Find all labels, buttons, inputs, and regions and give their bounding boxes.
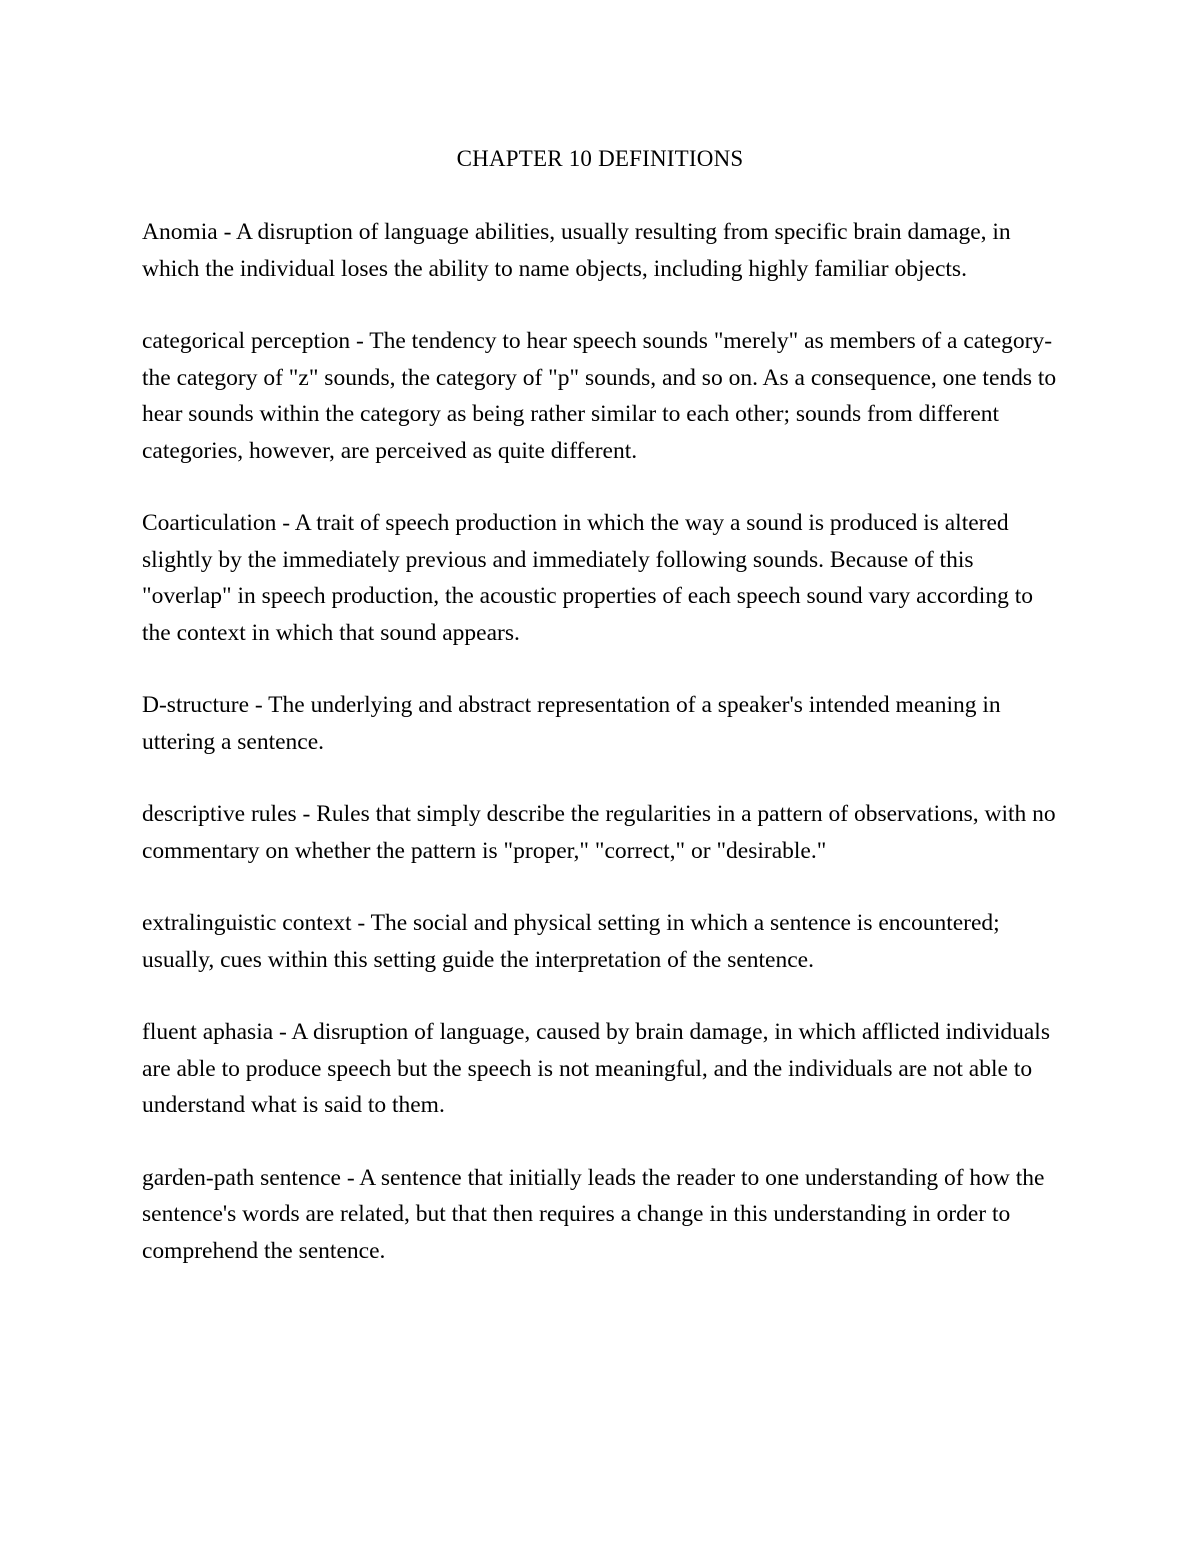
definitions-list [142,214,1067,1269]
definition-fluent-aphasia: fluent aphasia - A disruption of language, caused by brain damage, in which afflicted individuals are able to produce speech but the speech is not meaningful, and the individuals are not able to understand what is said to them. [142,1019,1050,1118]
definition-d-structure: D-structure - The underlying and abstract representation of a speaker's intended meaning in uttering a sentence. [142,692,1001,755]
definition-garden-path-sentence: garden-path sentence - A sentence that initially leads the reader to one understanding of how the sentence's words are related, but that then requires a change in this understanding in order to comprehend the sentence. [142,1164,1045,1264]
definition-categorical-perception: categorical perception - The tendency to hear speech sounds "merely" as members of a category-the category of "z" sounds, the category of "p" sounds, and so on. As a consequence, one tends to hear sounds within the category as being rather similar to each other; sounds from different categories, however, are perceived as quite different. [142,328,1057,464]
definition-anomia: Anomia - A disruption of language abilities, usually resulting from specific brain damage, in which the individual loses the ability to name objects, including highly familiar objects. [142,219,1011,282]
page-title: CHAPTER 10 DEFINITIONS [456,146,744,171]
definition-coarticulation: Coarticulation - A trait of speech production in which the way a sound is produced is altered slightly by the immediately previous and immediately following sounds. Because of this "overlap" in speech production, the acoustic properties of each speech sound vary according to the context in which that sound appears. [142,510,1033,646]
definition-descriptive-rules: descriptive rules - Rules that simply describe the regularities in a pattern of observations, with no commentary on whether the pattern is "proper," "correct," or "desirable." [142,801,1056,864]
definition-extralinguistic-context: extralinguistic context - The social and physical setting in which a sentence is encountered; usually, cues within this setting guide the interpretation of the sentence. [142,910,1000,973]
